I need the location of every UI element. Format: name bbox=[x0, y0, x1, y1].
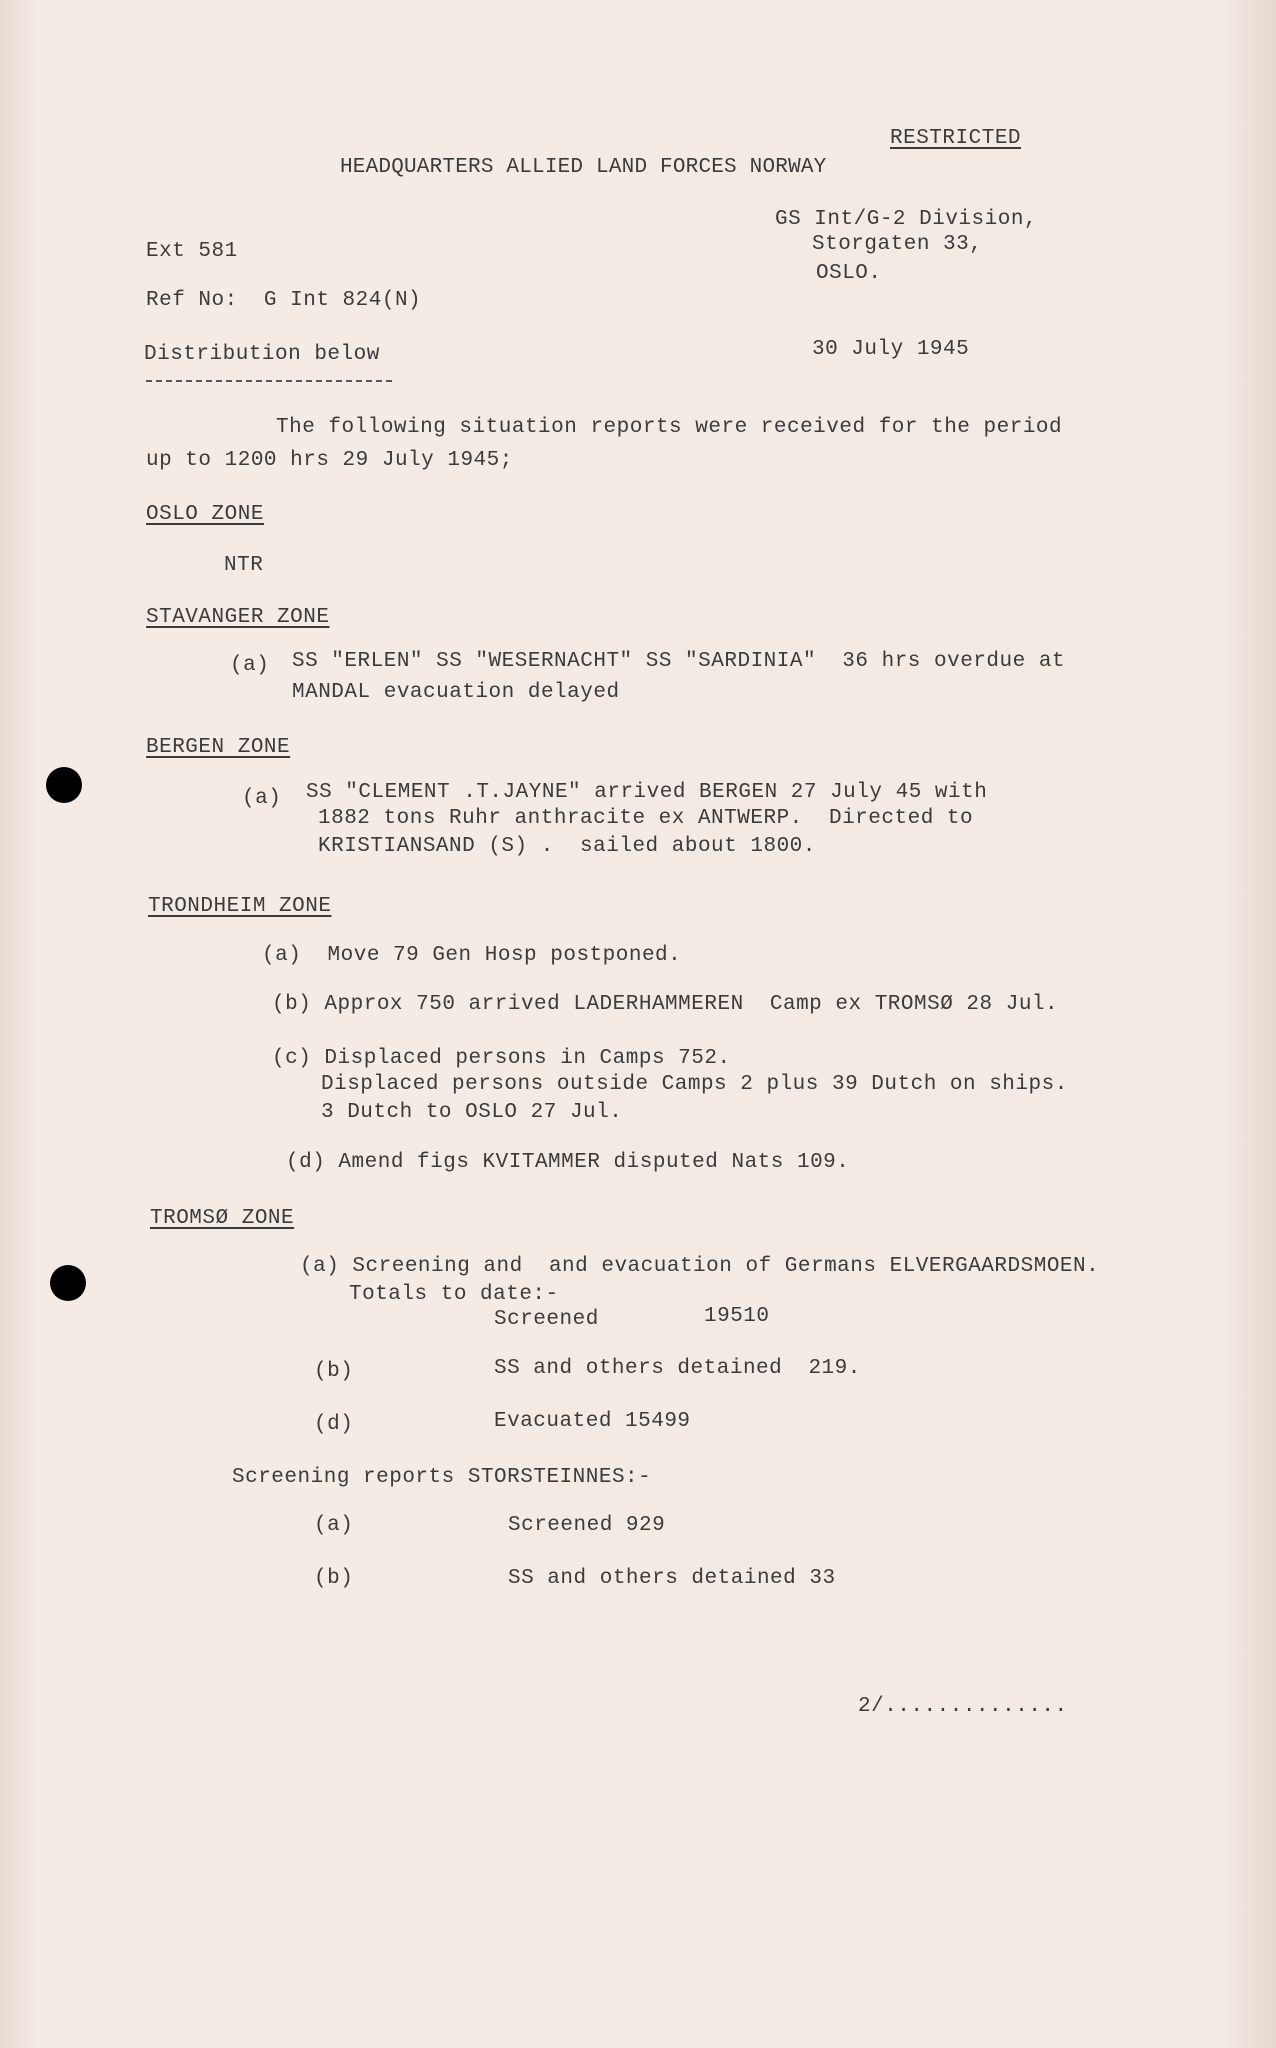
intro-line-1: The following situation reports were received for the period bbox=[276, 416, 1063, 439]
tromso-item-b-text: SS and others detained 219. bbox=[494, 1357, 861, 1380]
tromso-screened-value: 19510 bbox=[704, 1305, 770, 1328]
punch-hole-bottom bbox=[50, 1265, 86, 1301]
street-line: Storgaten 33, bbox=[812, 233, 983, 256]
tromso-item-a-line-1: (a) Screening and and evacuation of Germans ELVERGAARDSMOEN. bbox=[300, 1255, 1100, 1278]
punch-hole-top bbox=[46, 767, 82, 803]
trondheim-item-c-line-3: 3 Dutch to OSLO 27 Jul. bbox=[321, 1101, 623, 1124]
stavanger-item-a-line-1: SS "ERLEN" SS "WESERNACHT" SS "SARDINIA" 36 hrs overdue at bbox=[292, 650, 1066, 673]
bergen-item-a-line-3: KRISTIANSAND (S) . sailed about 1800. bbox=[318, 835, 816, 858]
trondheim-item-a: (a) Move 79 Gen Hosp postponed. bbox=[262, 944, 682, 967]
stavanger-zone-heading: STAVANGER ZONE bbox=[146, 606, 330, 629]
stavanger-item-a-label: (a) bbox=[230, 654, 270, 677]
tromso-item-d-text: Evacuated 15499 bbox=[494, 1410, 691, 1433]
intro-line-2: up to 1200 hrs 29 July 1945; bbox=[146, 449, 513, 472]
bergen-zone-heading: BERGEN ZONE bbox=[146, 736, 291, 759]
tromso-item-b-label: (b) bbox=[314, 1360, 354, 1383]
tromso-screened-label: Screened bbox=[494, 1308, 599, 1331]
distribution-dash-rule bbox=[146, 380, 392, 382]
distribution-line: Distribution below bbox=[144, 343, 380, 366]
division-line: GS Int/G-2 Division, bbox=[775, 208, 1038, 231]
oslo-zone-text: NTR bbox=[224, 554, 264, 577]
bergen-item-a-line-1: SS "CLEMENT .T.JAYNE" arrived BERGEN 27 July 45 with bbox=[306, 781, 988, 804]
trondheim-item-c-line-2: Displaced persons outside Camps 2 plus 39 Dutch on ships. bbox=[321, 1073, 1068, 1096]
tromso-totals-label: Totals to date:- bbox=[349, 1283, 559, 1306]
continuation-marker: 2/.............. bbox=[858, 1695, 1068, 1718]
extension-number: Ext 581 bbox=[146, 240, 238, 263]
stavanger-item-a-line-2: MANDAL evacuation delayed bbox=[292, 681, 620, 704]
bergen-item-a-label: (a) bbox=[242, 787, 282, 810]
storsteinnes-item-a-text: Screened 929 bbox=[508, 1514, 666, 1537]
trondheim-item-c-line-1: (c) Displaced persons in Camps 752. bbox=[272, 1047, 731, 1070]
city-line: OSLO. bbox=[816, 262, 882, 285]
reference-number: Ref No: G Int 824(N) bbox=[146, 289, 422, 312]
trondheim-item-d: (d) Amend figs KVITAMMER disputed Nats 109. bbox=[286, 1151, 850, 1174]
tromso-zone-heading: TROMSØ ZONE bbox=[150, 1207, 295, 1230]
document-date: 30 July 1945 bbox=[812, 338, 970, 361]
oslo-zone-heading: OSLO ZONE bbox=[146, 503, 264, 526]
trondheim-item-b: (b) Approx 750 arrived LADERHAMMEREN Camp ex TROMSØ 28 Jul. bbox=[272, 993, 1059, 1016]
storsteinnes-item-b-text: SS and others detained 33 bbox=[508, 1567, 836, 1590]
storsteinnes-heading: Screening reports STORSTEINNES:- bbox=[232, 1466, 652, 1489]
tromso-item-d-label: (d) bbox=[314, 1413, 354, 1436]
bergen-item-a-line-2: 1882 tons Ruhr anthracite ex ANTWERP. Directed to bbox=[318, 807, 974, 830]
storsteinnes-item-b-label: (b) bbox=[314, 1567, 354, 1590]
storsteinnes-item-a-label: (a) bbox=[314, 1514, 354, 1537]
headquarters-title: HEADQUARTERS ALLIED LAND FORCES NORWAY bbox=[340, 156, 827, 179]
classification-marking: RESTRICTED bbox=[890, 127, 1022, 150]
trondheim-zone-heading: TRONDHEIM ZONE bbox=[148, 895, 332, 918]
